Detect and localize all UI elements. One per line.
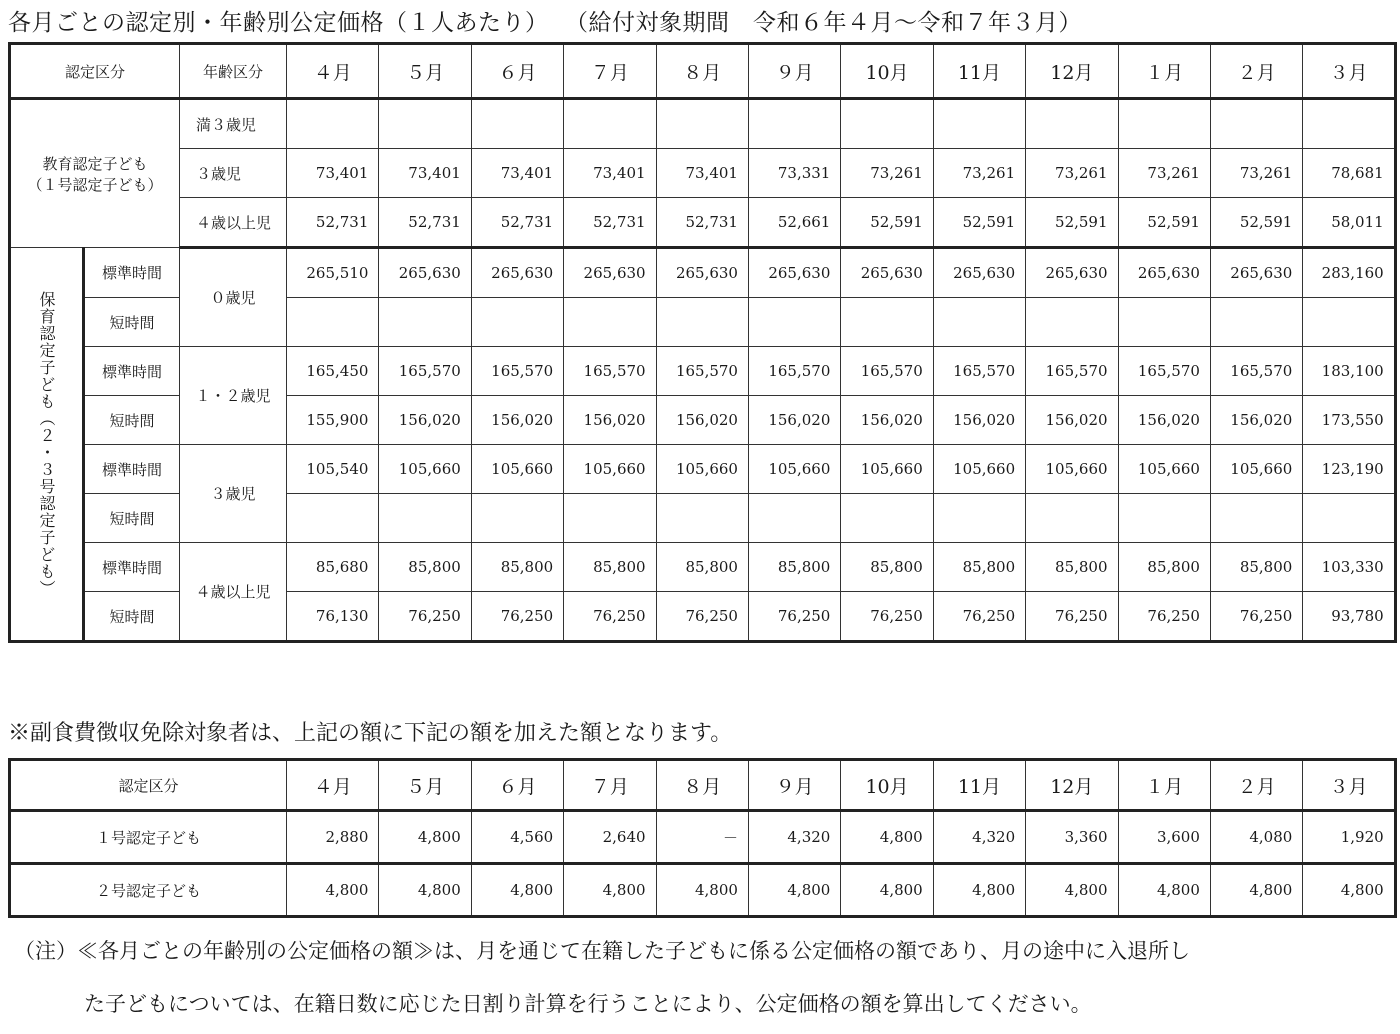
- meal-cell: 4,800: [841, 811, 933, 864]
- footnote-line1: （注）≪各月ごとの年齢別の公定価格の額≫は、月を通じて在籍した子どもに係る公定価格の額であり、月の途中に入退所し: [14, 939, 1190, 963]
- meal-cell: 4,080: [1210, 811, 1302, 864]
- childcare-row: [10, 248, 1396, 298]
- price-cell: [1210, 298, 1302, 347]
- month-header: ５月: [379, 760, 471, 811]
- price-cell: [841, 494, 933, 543]
- header-age: 年齢区分: [180, 44, 287, 99]
- month-header: 11月: [933, 760, 1025, 811]
- month-header: 12月: [1026, 44, 1118, 99]
- price-cell: 52,731: [471, 198, 563, 248]
- price-cell: 76,250: [1118, 592, 1210, 642]
- price-cell: 52,591: [841, 198, 933, 248]
- age-label: ３歳児: [180, 149, 287, 198]
- price-cell: [287, 494, 379, 543]
- month-header: ２月: [1210, 44, 1302, 99]
- month-header: ２月: [1210, 760, 1302, 811]
- price-cell: 265,630: [1210, 248, 1302, 298]
- month-header: ６月: [471, 44, 563, 99]
- childcare-category-label: [10, 248, 84, 642]
- price-cell: 52,591: [1026, 198, 1118, 248]
- price-cell: [1026, 494, 1118, 543]
- meal-cell: 3,360: [1026, 811, 1118, 864]
- meal-row: [10, 811, 1396, 864]
- meal-cell: 4,320: [748, 811, 840, 864]
- price-cell: 265,630: [656, 248, 748, 298]
- meal-cell: 4,800: [1026, 864, 1118, 917]
- price-cell: 156,020: [1118, 396, 1210, 445]
- price-cell: 76,250: [748, 592, 840, 642]
- price-cell: 78,681: [1303, 149, 1395, 198]
- price-cell: 156,020: [841, 396, 933, 445]
- education-label-line1: 教育認定子ども: [42, 154, 148, 173]
- price-cell: 165,570: [379, 347, 471, 396]
- month-header: 10月: [841, 760, 933, 811]
- meal-cell: 4,800: [379, 811, 471, 864]
- price-cell: 73,261: [1118, 149, 1210, 198]
- month-header: ８月: [656, 760, 748, 811]
- price-cell: 123,190: [1303, 445, 1395, 494]
- price-cell: [1303, 494, 1395, 543]
- price-cell: 105,660: [841, 445, 933, 494]
- price-cell: 76,250: [841, 592, 933, 642]
- price-cell: 76,250: [933, 592, 1025, 642]
- price-cell: 105,660: [379, 445, 471, 494]
- time-label: 標準時間: [84, 543, 180, 592]
- page-title: [8, 4, 1082, 37]
- price-cell: 73,401: [564, 149, 656, 198]
- price-cell: 52,731: [656, 198, 748, 248]
- month-header: ４月: [287, 44, 379, 99]
- meal-note: ※副食費徴収免除対象者は、上記の額に下記の額を加えた額となります。: [8, 721, 733, 746]
- price-cell: [933, 298, 1025, 347]
- price-cell: 73,401: [656, 149, 748, 198]
- price-cell: [287, 99, 379, 149]
- price-cell: 52,661: [748, 198, 840, 248]
- price-cell: 165,570: [656, 347, 748, 396]
- price-cell: [564, 494, 656, 543]
- price-cell: [564, 99, 656, 149]
- price-cell: 85,800: [933, 543, 1025, 592]
- meal-cell: 4,800: [841, 864, 933, 917]
- price-cell: 156,020: [1210, 396, 1302, 445]
- price-cell: 76,250: [656, 592, 748, 642]
- meal-cell: －: [656, 811, 748, 864]
- price-cell: 105,660: [471, 445, 563, 494]
- time-label: 標準時間: [84, 445, 180, 494]
- education-label-line2: （１号認定子ども）: [27, 175, 163, 194]
- time-label: 短時間: [84, 592, 180, 642]
- price-cell: [933, 99, 1025, 149]
- price-cell: [1118, 298, 1210, 347]
- month-header: １月: [1118, 44, 1210, 99]
- education-category-label: [10, 99, 180, 248]
- price-cell: 76,250: [1210, 592, 1302, 642]
- footnote: [14, 925, 1394, 1031]
- price-cell: 265,510: [287, 248, 379, 298]
- childcare-row: [10, 445, 1396, 494]
- month-header: ４月: [287, 760, 379, 811]
- price-cell: 76,130: [287, 592, 379, 642]
- price-cell: 265,630: [1118, 248, 1210, 298]
- meal-cell: 4,560: [471, 811, 563, 864]
- price-cell: [841, 298, 933, 347]
- month-header: 10月: [841, 44, 933, 99]
- education-row: [10, 99, 1396, 149]
- meal-cell: 4,800: [933, 864, 1025, 917]
- period-text: （給付対象期間 令和６年４月～令和７年３月）: [576, 10, 1082, 36]
- price-cell: 265,630: [379, 248, 471, 298]
- price-cell: 85,800: [1026, 543, 1118, 592]
- price-cell: 265,630: [564, 248, 656, 298]
- price-cell: [379, 298, 471, 347]
- price-cell: 76,250: [564, 592, 656, 642]
- age-label: ４歳以上児: [180, 543, 287, 642]
- time-label: 短時間: [84, 494, 180, 543]
- price-cell: [748, 298, 840, 347]
- price-cell: 58,011: [1303, 198, 1395, 248]
- price-cell: [748, 494, 840, 543]
- price-cell: 265,630: [841, 248, 933, 298]
- price-cell: [1210, 494, 1302, 543]
- price-cell: 85,680: [287, 543, 379, 592]
- month-header: ９月: [748, 760, 840, 811]
- price-cell: 73,261: [841, 149, 933, 198]
- price-cell: 103,330: [1303, 543, 1395, 592]
- header-category: 認定区分: [10, 44, 180, 99]
- age-label: ０歳児: [180, 248, 287, 347]
- month-header: ５月: [379, 44, 471, 99]
- price-cell: 85,800: [748, 543, 840, 592]
- price-cell: 52,731: [379, 198, 471, 248]
- price-cell: 105,660: [1210, 445, 1302, 494]
- price-cell: 165,570: [841, 347, 933, 396]
- price-cell: 52,591: [1118, 198, 1210, 248]
- meal-table-header: [10, 760, 1396, 811]
- meal-cell: 2,640: [564, 811, 656, 864]
- price-cell: 165,570: [1210, 347, 1302, 396]
- price-cell: 93,780: [1303, 592, 1395, 642]
- age-label: ３歳児: [180, 445, 287, 543]
- meal-cell: 4,800: [379, 864, 471, 917]
- meal-cell: 3,600: [1118, 811, 1210, 864]
- price-cell: 73,261: [933, 149, 1025, 198]
- time-label: 標準時間: [84, 248, 180, 298]
- meal-cell: 2,880: [287, 811, 379, 864]
- price-cell: [1210, 99, 1302, 149]
- price-cell: 52,591: [933, 198, 1025, 248]
- month-header: ６月: [471, 760, 563, 811]
- price-cell: [287, 298, 379, 347]
- price-cell: [1303, 99, 1395, 149]
- meal-cell: 4,800: [656, 864, 748, 917]
- meal-header-category: 認定区分: [10, 760, 287, 811]
- price-cell: 265,630: [748, 248, 840, 298]
- price-cell: 156,020: [471, 396, 563, 445]
- meal-row: [10, 864, 1396, 917]
- price-cell: 165,570: [933, 347, 1025, 396]
- price-cell: 165,570: [1026, 347, 1118, 396]
- price-cell: [379, 99, 471, 149]
- month-header: ７月: [564, 44, 656, 99]
- price-cell: 265,630: [471, 248, 563, 298]
- price-cell: 85,800: [656, 543, 748, 592]
- price-cell: 165,570: [564, 347, 656, 396]
- category-label: １号認定子ども: [10, 811, 287, 864]
- price-cell: [1026, 99, 1118, 149]
- month-header: ３月: [1303, 760, 1395, 811]
- price-cell: 105,660: [1118, 445, 1210, 494]
- price-cell: 156,020: [748, 396, 840, 445]
- footnote-line2: た子どもについては、在籍日数に応じた日割り計算を行うことにより、公定価格の額を算出してください。: [84, 992, 1092, 1016]
- price-cell: 105,660: [656, 445, 748, 494]
- price-cell: 73,401: [379, 149, 471, 198]
- price-table: [8, 42, 1397, 643]
- meal-cell: 1,920: [1303, 811, 1395, 864]
- month-header: 12月: [1026, 760, 1118, 811]
- price-cell: 76,250: [471, 592, 563, 642]
- price-cell: 173,550: [1303, 396, 1395, 445]
- price-cell: 73,261: [1026, 149, 1118, 198]
- time-label: 短時間: [84, 396, 180, 445]
- price-cell: 52,731: [287, 198, 379, 248]
- price-cell: 76,250: [379, 592, 471, 642]
- meal-cell: 4,800: [748, 864, 840, 917]
- childcare-label-text: 保育認定子ども（２・３号認定子ども）: [37, 291, 56, 597]
- price-cell: [471, 298, 563, 347]
- price-cell: 85,800: [1118, 543, 1210, 592]
- price-cell: 156,020: [656, 396, 748, 445]
- meal-cell: 4,800: [1210, 864, 1302, 917]
- price-cell: 85,800: [564, 543, 656, 592]
- price-cell: 105,660: [933, 445, 1025, 494]
- price-cell: 73,331: [748, 149, 840, 198]
- price-cell: 73,261: [1210, 149, 1302, 198]
- price-cell: 265,630: [933, 248, 1025, 298]
- price-cell: [471, 494, 563, 543]
- price-cell: 156,020: [564, 396, 656, 445]
- age-label: ４歳以上児: [180, 198, 287, 248]
- price-cell: [1026, 298, 1118, 347]
- price-cell: [1118, 99, 1210, 149]
- category-label: ２号認定子ども: [10, 864, 287, 917]
- month-header: 11月: [933, 44, 1025, 99]
- price-cell: [748, 99, 840, 149]
- price-cell: 265,630: [1026, 248, 1118, 298]
- price-cell: 73,401: [471, 149, 563, 198]
- price-cell: [1118, 494, 1210, 543]
- meal-cell: 4,320: [933, 811, 1025, 864]
- price-cell: 76,250: [1026, 592, 1118, 642]
- price-cell: [656, 494, 748, 543]
- price-cell: [564, 298, 656, 347]
- price-cell: 105,660: [748, 445, 840, 494]
- month-header: ９月: [748, 44, 840, 99]
- price-cell: 52,591: [1210, 198, 1302, 248]
- price-cell: 85,800: [841, 543, 933, 592]
- time-label: 標準時間: [84, 347, 180, 396]
- price-cell: [841, 99, 933, 149]
- price-cell: 155,900: [287, 396, 379, 445]
- price-cell: [933, 494, 1025, 543]
- meal-cell: 4,800: [287, 864, 379, 917]
- meal-table: [8, 758, 1397, 918]
- price-cell: [656, 99, 748, 149]
- price-cell: [471, 99, 563, 149]
- age-label: １・２歳児: [180, 347, 287, 445]
- price-cell: [1303, 298, 1395, 347]
- price-cell: 73,401: [287, 149, 379, 198]
- price-cell: 165,570: [748, 347, 840, 396]
- childcare-row: [10, 543, 1396, 592]
- month-header: ７月: [564, 760, 656, 811]
- price-cell: 105,660: [564, 445, 656, 494]
- education-row: [10, 198, 1396, 248]
- price-cell: 85,800: [1210, 543, 1302, 592]
- meal-cell: 4,800: [1118, 864, 1210, 917]
- childcare-row: [10, 347, 1396, 396]
- month-header: ８月: [656, 44, 748, 99]
- price-cell: 165,570: [471, 347, 563, 396]
- price-cell: 105,540: [287, 445, 379, 494]
- price-cell: 52,731: [564, 198, 656, 248]
- price-cell: [656, 298, 748, 347]
- price-cell: [379, 494, 471, 543]
- education-row: [10, 149, 1396, 198]
- price-cell: 85,800: [471, 543, 563, 592]
- meal-cell: 4,800: [564, 864, 656, 917]
- price-cell: 105,660: [1026, 445, 1118, 494]
- meal-cell: 4,800: [471, 864, 563, 917]
- price-cell: 183,100: [1303, 347, 1395, 396]
- month-header: １月: [1118, 760, 1210, 811]
- price-table-header: [10, 44, 1396, 99]
- title-text: 各月ごとの認定別・年齢別公定価格（１人あたり）: [8, 10, 549, 36]
- time-label: 短時間: [84, 298, 180, 347]
- price-cell: 156,020: [1026, 396, 1118, 445]
- price-cell: 283,160: [1303, 248, 1395, 298]
- price-cell: 165,450: [287, 347, 379, 396]
- age-label: 満３歳児: [180, 99, 287, 149]
- meal-cell: 4,800: [1303, 864, 1395, 917]
- price-cell: 85,800: [379, 543, 471, 592]
- month-header: ３月: [1303, 44, 1395, 99]
- price-cell: 156,020: [379, 396, 471, 445]
- price-cell: 165,570: [1118, 347, 1210, 396]
- price-cell: 156,020: [933, 396, 1025, 445]
